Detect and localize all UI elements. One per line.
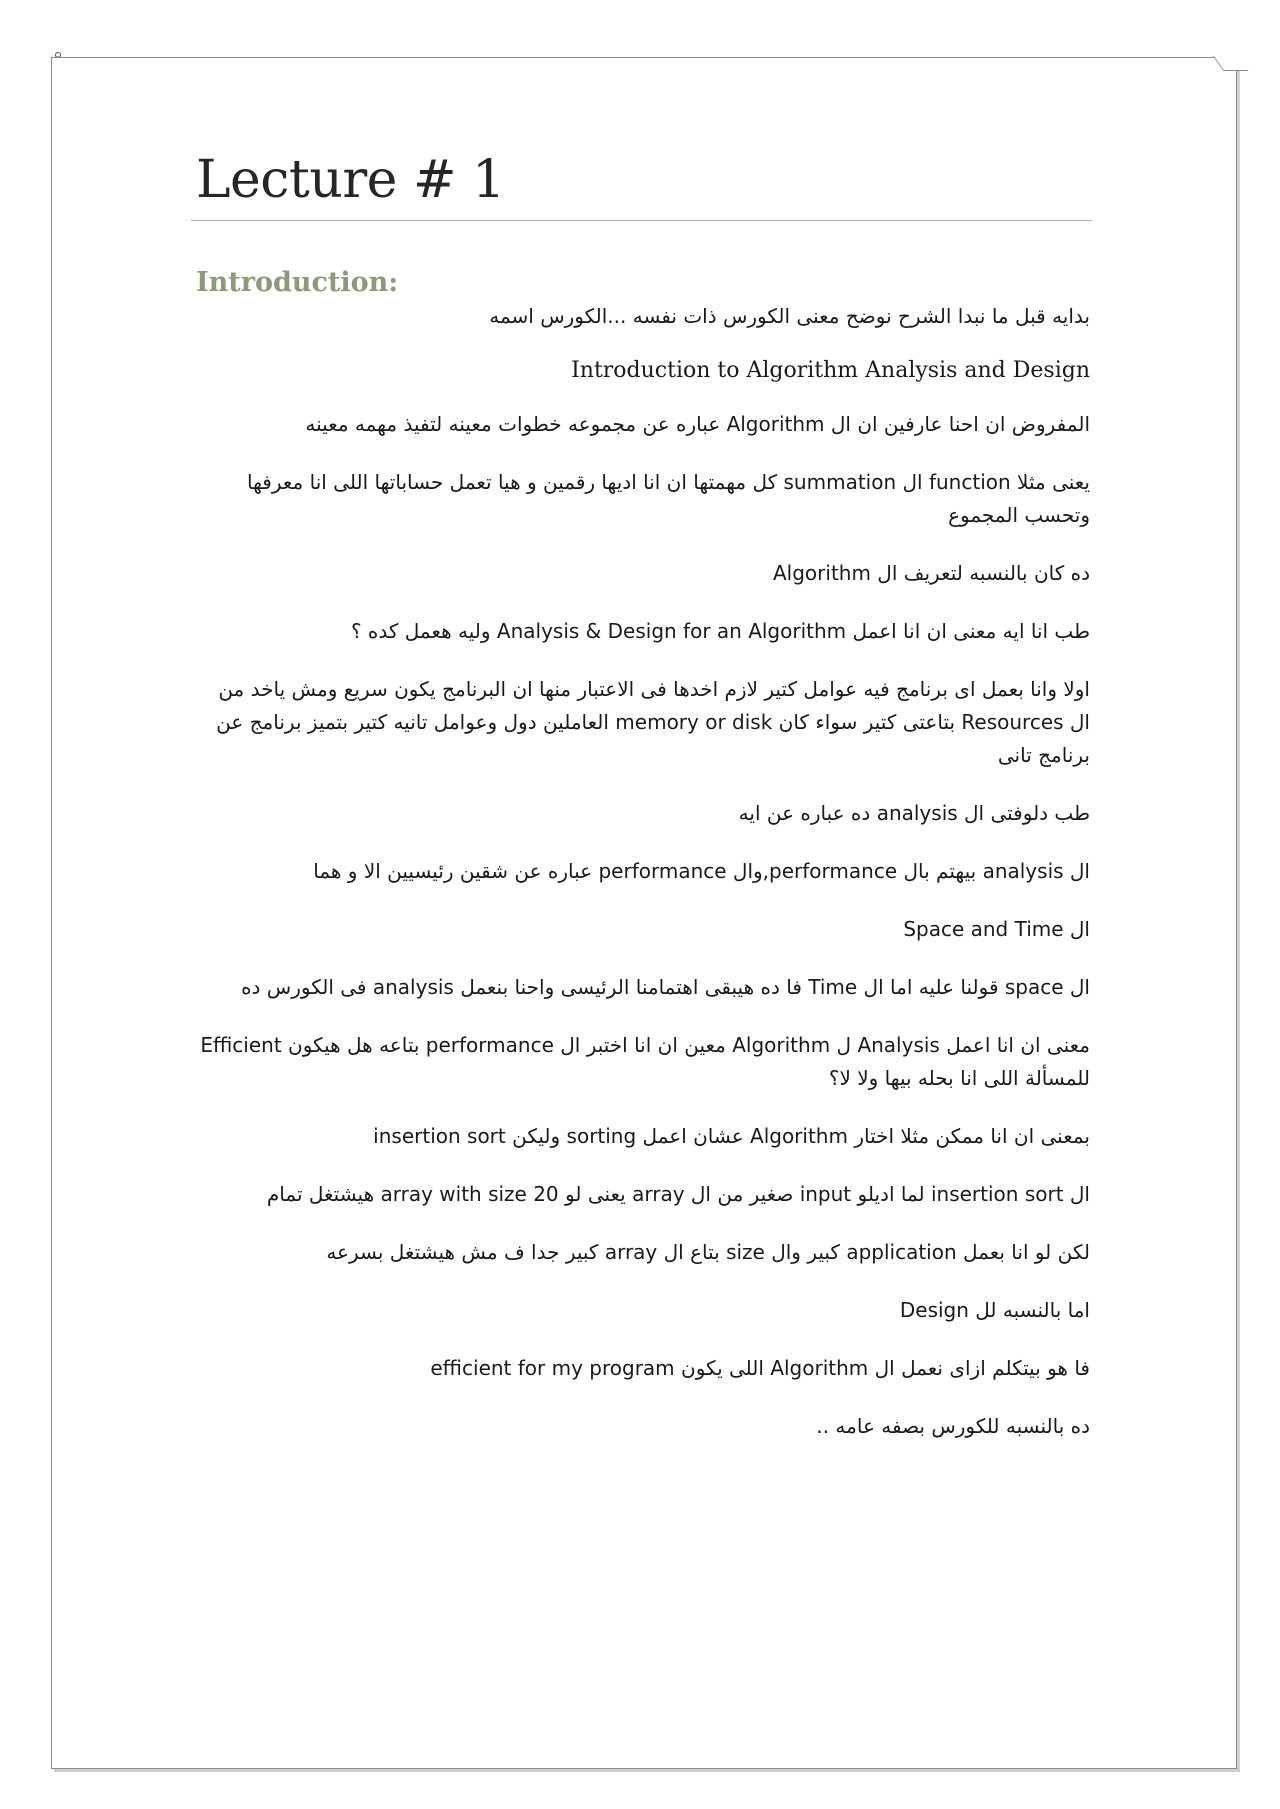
paragraph: ال space قولنا عليه اما ال Time فا ده هيبقى اهتمامنا الرئيسى واحنا بنعمل analysis فى الكورس ده bbox=[241, 975, 1090, 999]
title-divider bbox=[191, 220, 1092, 221]
page-corner-fold bbox=[1213, 56, 1249, 71]
section-heading: Introduction: bbox=[196, 267, 399, 298]
paragraph: بدايه قبل ما نبدا الشرح نوضح معنى الكورس ذات نفسه ...الكورس اسمه bbox=[489, 304, 1090, 328]
paragraph: اولا وانا بعمل اى برنامج فيه عوامل كتير لازم اخدها فى الاعتبار منها ان البرنامج يكون سريع ومش ياخد من ال Resources بتاعتى كتير سواء كان memory or disk العاملين دول وعوامل تانيه كتير بتميز برنامج عن برنامج تانى bbox=[216, 677, 1090, 767]
paragraph: اما بالنسبه لل Design bbox=[899, 1298, 1090, 1322]
paragraph: فا هو بيتكلم ازاى نعمل ال Algorithm اللى يكون efficient for my program bbox=[430, 1356, 1090, 1380]
paragraph: طب دلوفتى ال analysis ده عباره عن ايه bbox=[738, 801, 1090, 825]
paragraph: ال Space and Time bbox=[903, 917, 1090, 941]
paragraph: ال analysis بيهتم بال performance,وال performance عباره عن شقين رئيسيين الا و هما bbox=[313, 859, 1090, 883]
paragraph: المفروض ان احنا عارفين ان ال Algorithm عباره عن مجموعه خطوات معينه لتفيذ مهمه معينه bbox=[305, 412, 1090, 436]
paragraph: ده كان بالنسبه لتعريف ال Algorithm bbox=[773, 561, 1090, 585]
page-title: Lecture # 1 bbox=[196, 150, 505, 210]
paragraph: طب انا ايه معنى ان انا اعمل Analysis & Design for an Algorithm وليه هعمل كده ؟ bbox=[350, 619, 1090, 643]
paragraph: Introduction to Algorithm Analysis and Design bbox=[571, 358, 1090, 383]
paragraph: ده بالنسبه للكورس بصفه عامه .. bbox=[816, 1414, 1090, 1438]
paragraph: ال insertion sort لما اديلو input صغير من ال array يعنى لو array with size 20 هيشتغل تمام bbox=[266, 1182, 1090, 1206]
page-content bbox=[193, 150, 1090, 1468]
paragraph: يعنى مثلا function ال summation كل مهمتها ان انا اديها رقمين و هيا تعمل حساباتها اللى انا معرفها وتحسب المجموع bbox=[246, 470, 1090, 527]
paragraph: لكن لو انا بعمل application كبير وال size بتاع ال array كبير جدا ف مش هيشتغل بسرعه bbox=[326, 1240, 1090, 1264]
paragraph: معنى ان انا اعمل Analysis ل Algorithm معين ان انا اختبر ال performance بتاعه هل هيكون Efficient للمسألة اللى انا بحله بيها ولا لا؟ bbox=[200, 1033, 1090, 1090]
paragraph: بمعنى ان انا ممكن مثلا اختار Algorithm عشان اعمل sorting وليكن insertion sort bbox=[373, 1124, 1090, 1148]
